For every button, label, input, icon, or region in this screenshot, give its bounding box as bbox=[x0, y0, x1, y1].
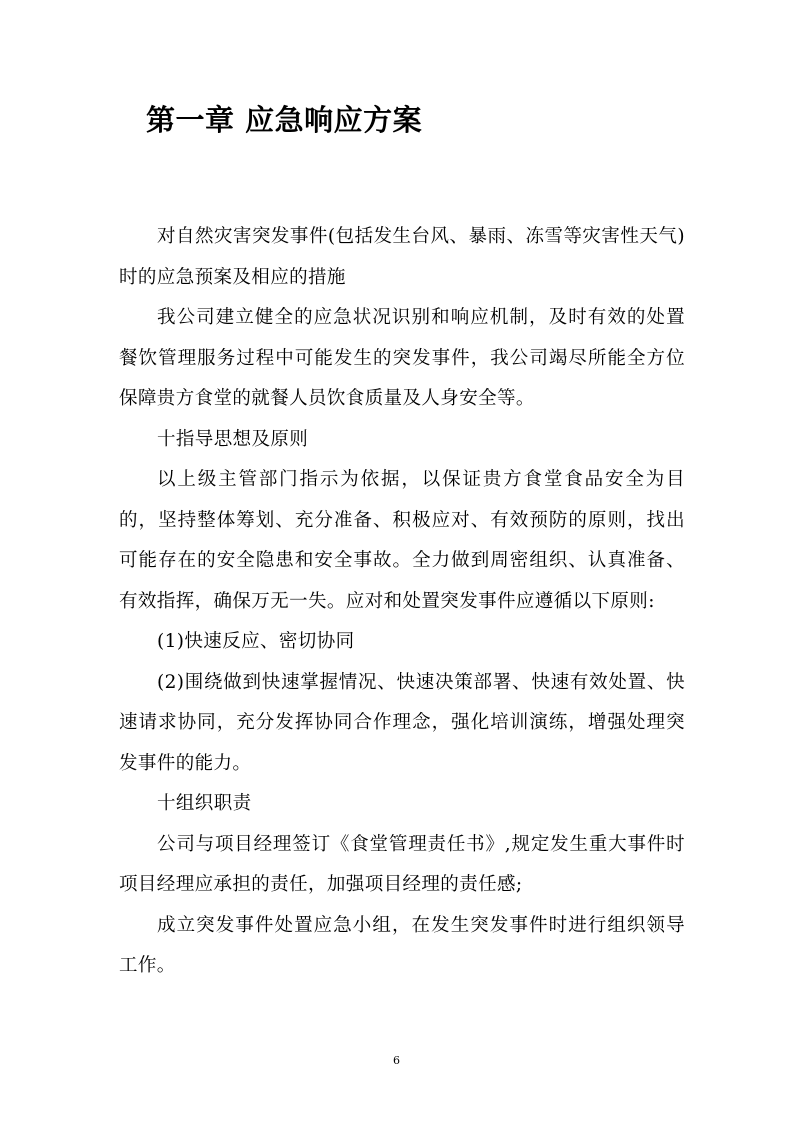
section-heading-guiding-principles: 十指导思想及原则 bbox=[157, 428, 309, 450]
list-item-principle-1: (1)快速反应、密切协同 bbox=[157, 631, 355, 652]
paragraph-natural-disaster-intro: 对自然灾害突发事件(包括发生台风、暴雨、冻雪等灾害性天气)时的应急预案及相应的措施 bbox=[119, 226, 685, 288]
page-number: 6 bbox=[393, 1054, 400, 1067]
paragraph-response-mechanism: 我公司建立健全的应急状况识别和响应机制，及时有效的处置餐饮管理服务过程中可能发生的突发事件，我公司竭尽所能全方位保障贵方食堂的就餐人员饮食质量及人身安全等。 bbox=[119, 307, 685, 409]
section-heading-organizational-duties: 十组织职责 bbox=[157, 793, 252, 814]
list-item-principle-2: (2)围绕做到快速掌握情况、快速决策部署、快速有效处置、快速请求协同，充分发挥协同合作理念，强化培训演练，增强处理突发事件的能力。 bbox=[119, 671, 685, 774]
paragraph-responsibility-letter: 公司与项目经理签订《食堂管理责任书》,规定发生重大事件时项目经理应承担的责任，加强项目经理的责任感; bbox=[119, 833, 685, 895]
paragraph-guiding-principles: 以上级主管部门指示为依据，以保证贵方食堂食品安全为目的，坚持整体筹划、充分准备、积极应对、有效预防的原则，找出可能存在的安全隐患和安全事故。全力做到周密组织、认真准备、有效指挥，确保万无一失。应对和处置突发事件应遵循以下原则: bbox=[119, 469, 685, 612]
chapter-title: 第一章 应急响应方案 bbox=[146, 103, 423, 137]
paragraph-emergency-team: 成立突发事件处置应急小组，在发生突发事件时进行组织领导工作。 bbox=[119, 914, 685, 976]
body-text bbox=[119, 217, 685, 987]
